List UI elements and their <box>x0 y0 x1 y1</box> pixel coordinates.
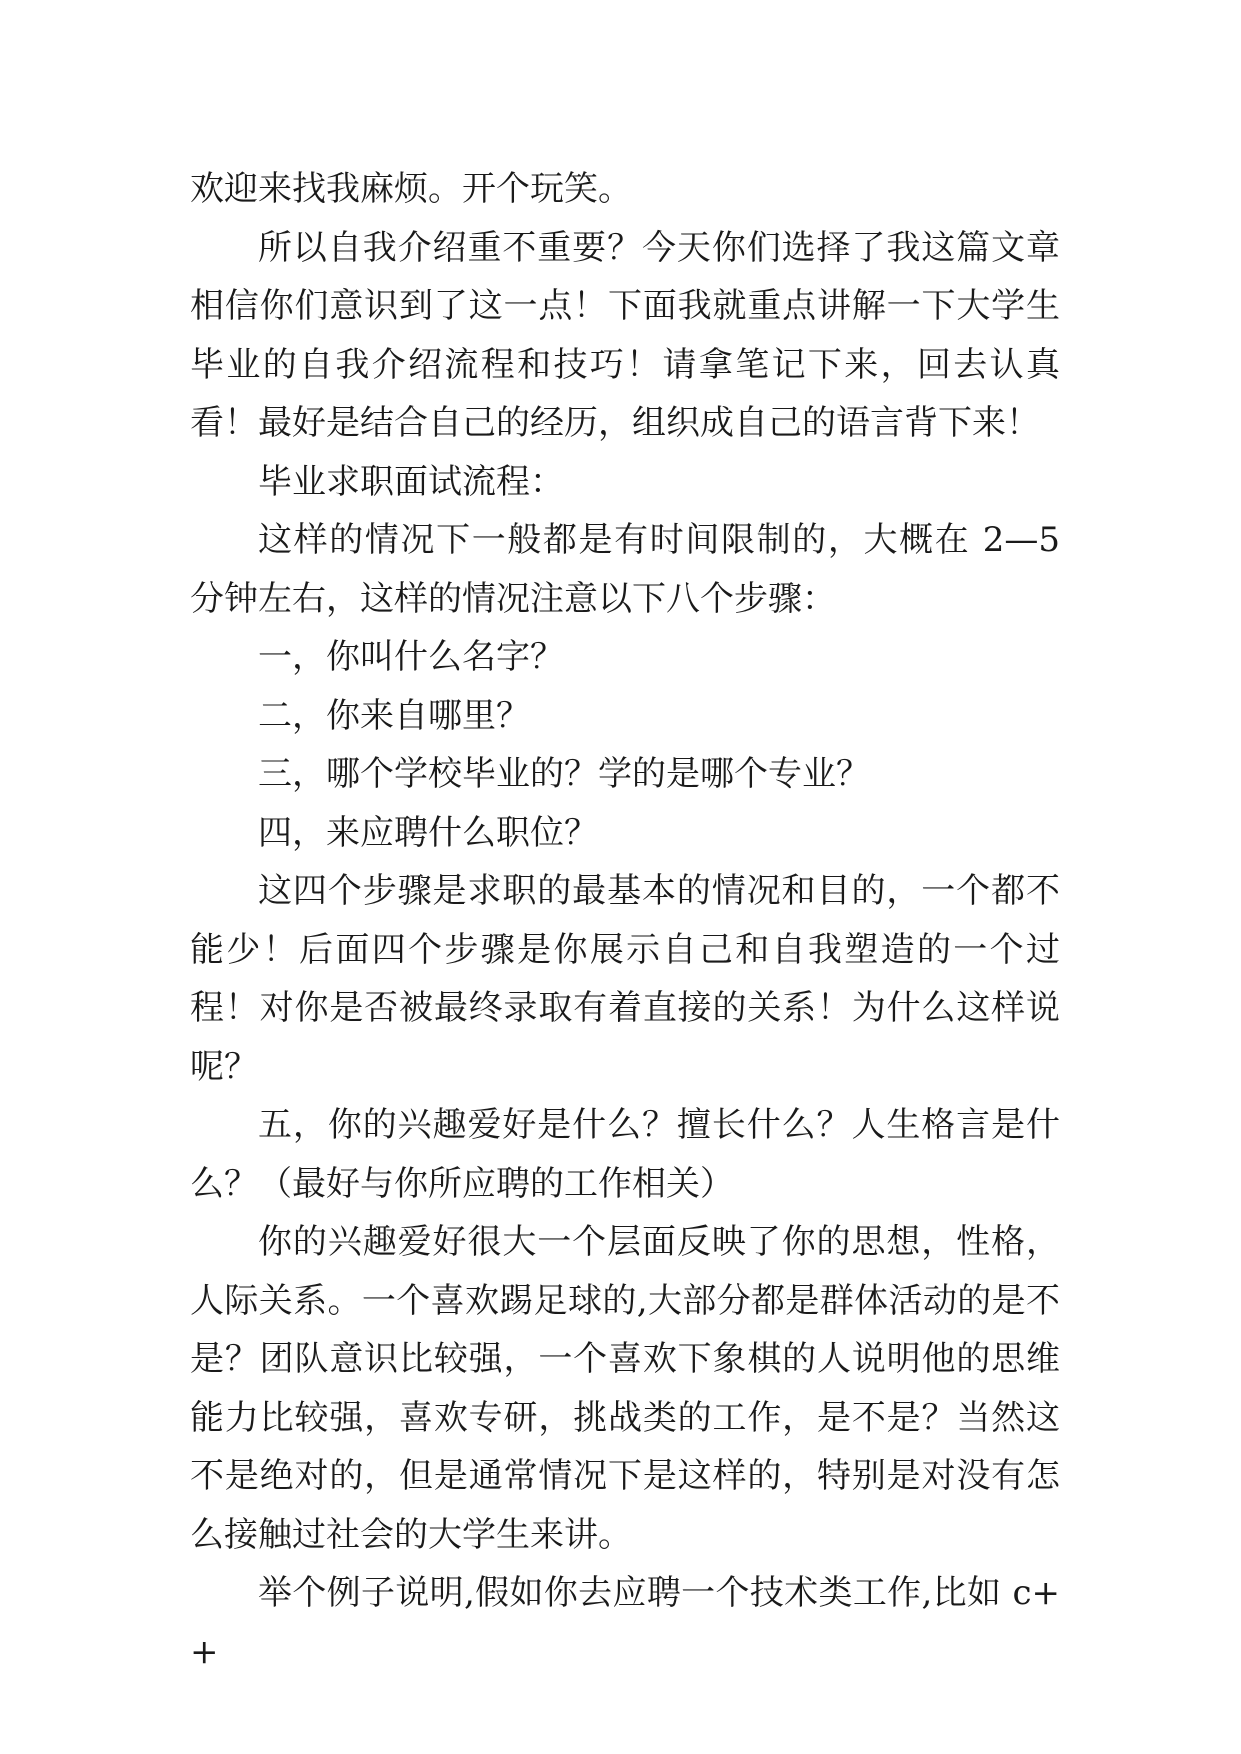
paragraph-step-five: 五，你的兴趣爱好是什么？擅长什么？人生格言是什么？（最好与你所应聘的工作相关） <box>190 1105 1060 1204</box>
paragraph-step-one: 一，你叫什么名字？ <box>258 637 564 677</box>
paragraph-steps-summary: 这四个步骤是求职的最基本的情况和目的，一个都不能少！后面四个步骤是你展示自己和自我塑造的一个过程！对你是否被最终录取有着直接的关系！为什么这样说呢？ <box>190 871 1060 1087</box>
paragraph-time-limit: 这样的情况下一般都是有时间限制的，大概在 2—5 分钟左右，这样的情况注意以下八个步骤： <box>190 520 1060 619</box>
paragraph-example: 举个例子说明,假如你去应聘一个技术类工作,比如 c++ <box>190 1573 1060 1672</box>
paragraph-importance: 所以自我介绍重不重要？今天你们选择了我这篇文章相信你们意识到了这一点！下面我就重点讲解一下大学生毕业的自我介绍流程和技巧！请拿笔记下来，回去认真看！最好是结合自己的经历，组织成自己的语言背下来！ <box>190 227 1060 443</box>
paragraph-step-four: 四，来应聘什么职位？ <box>258 812 598 853</box>
document-body <box>190 160 1060 1681</box>
paragraph-hobbies-explanation: 你的兴趣爱好很大一个层面反映了你的思想，性格，人际关系。一个喜欢踢足球的,大部分都是群体活动的是不是？团队意识比较强，一个喜欢下象棋的人说明他的思维能力比较强，喜欢专研，挑战类的工作，是不是？当然这不是绝对的，但是通常情况下是这样的，特别是对没有怎么接触过社会的大学生来讲。 <box>190 1222 1060 1555</box>
paragraph-step-two: 二，你来自哪里？ <box>258 695 530 736</box>
paragraph-continuation: 欢迎来找我麻烦。开个玩笑。 <box>190 169 632 209</box>
paragraph-process-heading: 毕业求职面试流程： <box>258 461 564 502</box>
paragraph-step-three: 三，哪个学校毕业的？学的是哪个专业？ <box>258 754 870 794</box>
